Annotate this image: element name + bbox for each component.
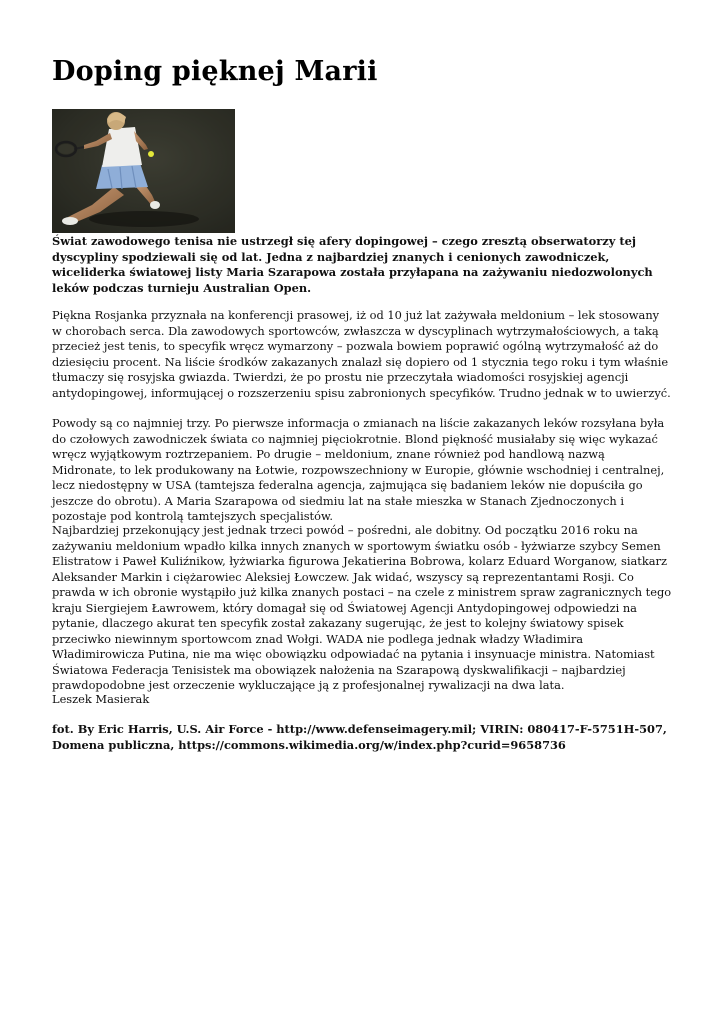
article-body-paragraph-1 bbox=[52, 308, 672, 401]
body-paragraph: Najbardziej przekonujący jest jednak trzeci powód – pośredni, ale dobitny. Od początku 2016 roku na zażywaniu meldonium wpadło kilka innych znanych w sportowym światku osób - łyżwiarze szybcy Semen Elistratow i Paweł Kuliźnikow, łyżwiarka figurowa Jekatierina Bobrowa, kolarz Eduard Worganow, siatkarz Aleksander Markin i ciężarowiec Aleksiej Łowczew. Jak widać, wszyscy są reprezentantami Rosji. Co prawda w ich obronie wystąpiło już kilka znanych postaci – na czele z ministrem spraw zagranicznych tego kraju Siergiejem Ławrowem, który domagał się od Światowej Agencji Antydopingowej odpowiedzi na pytanie, dlaczego akurat ten specyfik został zakazany sugerując, że jest to kolejny światowy spisek przeciwko niewinnym sportowcom znad Wołgi. WADA nie podlega jednak władzy Władimira Władimirowicza Putina, nie ma więc obowiązku odpowiadać na pytania i insynuacje ministra. Natomiast Światowa Federacja Tenisistek ma obowiązek nałożenia na Szarapową dyskwalifikacji – najbardziej prawdopodobne jest orzeczenie wykluczające ją z profesjonalnej rywalizacji na dwa lata. bbox=[52, 523, 672, 692]
author-name: Leszek Masierak bbox=[52, 692, 150, 706]
article-title: Doping pięknej Marii bbox=[52, 56, 378, 87]
article-body-paragraph-3 bbox=[52, 523, 672, 694]
lead-paragraph: Świat zawodowego tenisa nie ustrzegł się afery dopingowej – czego zresztą obserwatorzy tej dyscypliny spodziewali się od lat. Jedna z najbardziej znanych i cenionych zawodniczek, wiceliderka światowej listy Maria Szarapowa została przyłapana na zażywaniu niedozwolonych leków podczas turnieju Australian Open. bbox=[52, 234, 653, 295]
body-paragraph: Piękna Rosjanka przyznała na konferencji prasowej, iż od 10 już lat zażywała meldonium – lek stosowany w chorobach serca. Dla zawodowych sportowców, zwłaszcza w dyscyplinach wytrzymałościowych, a taką przecież jest tenis, to specyfik wręcz wymarzony – pozwala bowiem poprawić ogólną wytrzymałość aż do dziesięciu procent. Na liście środków zakazanych znalazł się dopiero od 1 stycznia tego roku i tym właśnie tłumaczy się rosyjska gwiazda. Twierdzi, że po prostu nie przeczytała wiadomości rosyjskiej agencji antydopingowej, informującej o rozszerzeniu spisu zabronionych specyfików. Trudno jednak w to uwierzyć. bbox=[52, 308, 671, 400]
article-body-paragraph-2 bbox=[52, 416, 672, 525]
body-paragraph: Powody są co najmniej trzy. Po pierwsze informacja o zmianach na liście zakazanych leków rozsyłana była do czołowych zawodniczek świata co najmniej pięciokrotnie. Blond piękność musiałaby się więc wykazać wręcz wyjątkowym roztrzepaniem. Po drugie – meldonium, znane również pod handlową nazwą Midronate, to lek produkowany na Łotwie, rozpowszechniony w Europie, głównie wschodniej i centralnej, lecz niedostępny w USA (tamtejsza federalna agencja, zajmująca się badaniem leków nie dopuściła go jeszcze do obrotu). A Maria Szarapowa od siedmiu lat na stałe mieszka w Stanach Zjednoczonych i pozostaje pod kontrolą tamtejszych specjalistów. bbox=[52, 416, 665, 523]
tennis-player-photo bbox=[52, 109, 235, 233]
photo-credit bbox=[52, 722, 672, 753]
article-lead bbox=[52, 234, 672, 296]
article-author bbox=[52, 692, 672, 708]
photo-credit-text: fot. By Eric Harris, U.S. Air Force - http://www.defenseimagery.mil; VIRIN: 080417-F-5751H-507, Domena publiczna, https://commons.wikimedia.org/w/index.php?curid=9658736 bbox=[52, 722, 667, 752]
